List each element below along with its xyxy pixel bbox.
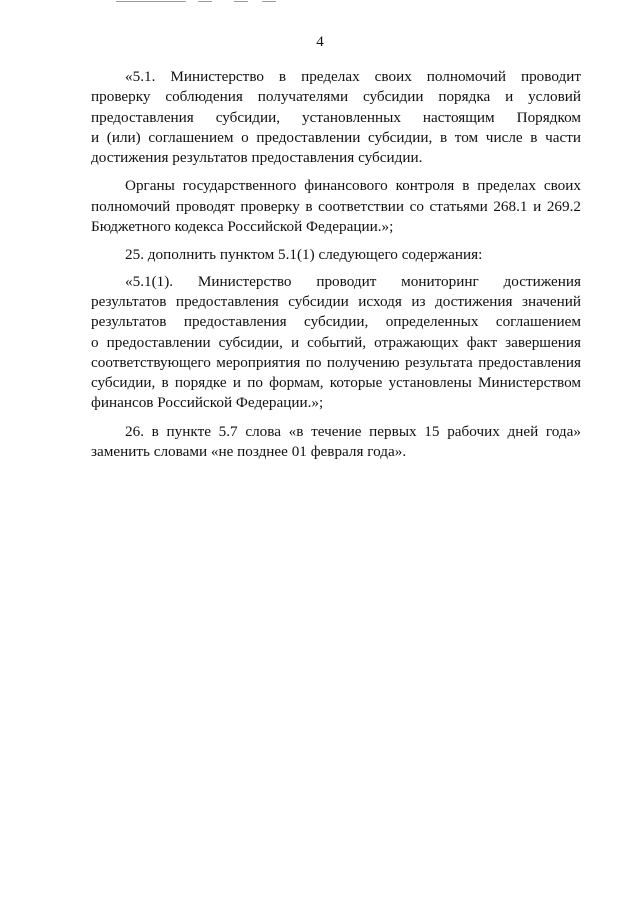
scan-edge-marks xyxy=(0,0,640,6)
text-line: заменить словами «не позднее 01 февраля года». xyxy=(91,443,407,461)
paragraph-item-25 xyxy=(91,245,581,265)
text-line: «5.1. Министерство в пределах своих полномочий проводит xyxy=(125,68,581,85)
text-line: финансов Российской Федерации.»; xyxy=(91,394,324,412)
paragraph-5-1-1 xyxy=(91,272,581,414)
text-line: Бюджетного кодекса Российской Федерации.»; xyxy=(91,218,394,236)
text-line: 25. дополнить пунктом 5.1(1) следующего содержания: xyxy=(125,246,483,264)
text-line: Органы государственного финансового контроля в пределах своих xyxy=(125,177,581,195)
document-body xyxy=(91,67,581,470)
text-line: субсидии, в порядке и по формам, которые установлены Министерством xyxy=(91,374,581,392)
text-line: и (или) соглашением о предоставлении субсидии, в том числе в части xyxy=(91,128,581,146)
text-line: «5.1(1). Министерство проводит мониторинг достижения xyxy=(125,272,581,290)
paragraph-item-26 xyxy=(91,422,581,463)
paragraph-5-1 xyxy=(91,67,581,168)
text-line: 26. в пункте 5.7 слова «в течение первых 15 рабочих дней года» xyxy=(125,422,581,440)
text-line: проверку соблюдения получателями субсидии порядка и условий xyxy=(91,88,581,106)
text-line: результатов предоставления субсидии, определенных соглашением xyxy=(91,313,581,331)
text-line: полномочий проводят проверку в соответствии со статьями 268.1 и 269.2 xyxy=(91,197,581,215)
text-line: результатов предоставления субсидии исходя из достижения значений xyxy=(91,292,581,310)
text-line: соответствующего мероприятия по получению результата предоставления xyxy=(91,353,581,371)
text-line: достижения результатов предоставления субсидии. xyxy=(91,149,423,167)
paragraph-control-bodies xyxy=(91,176,581,237)
page-number: 4 xyxy=(316,34,324,50)
text-line: о предоставлении субсидии, и событий, отражающих факт завершения xyxy=(91,333,581,351)
text-line: предоставления субсидии, установленных настоящим Порядком xyxy=(91,108,581,126)
